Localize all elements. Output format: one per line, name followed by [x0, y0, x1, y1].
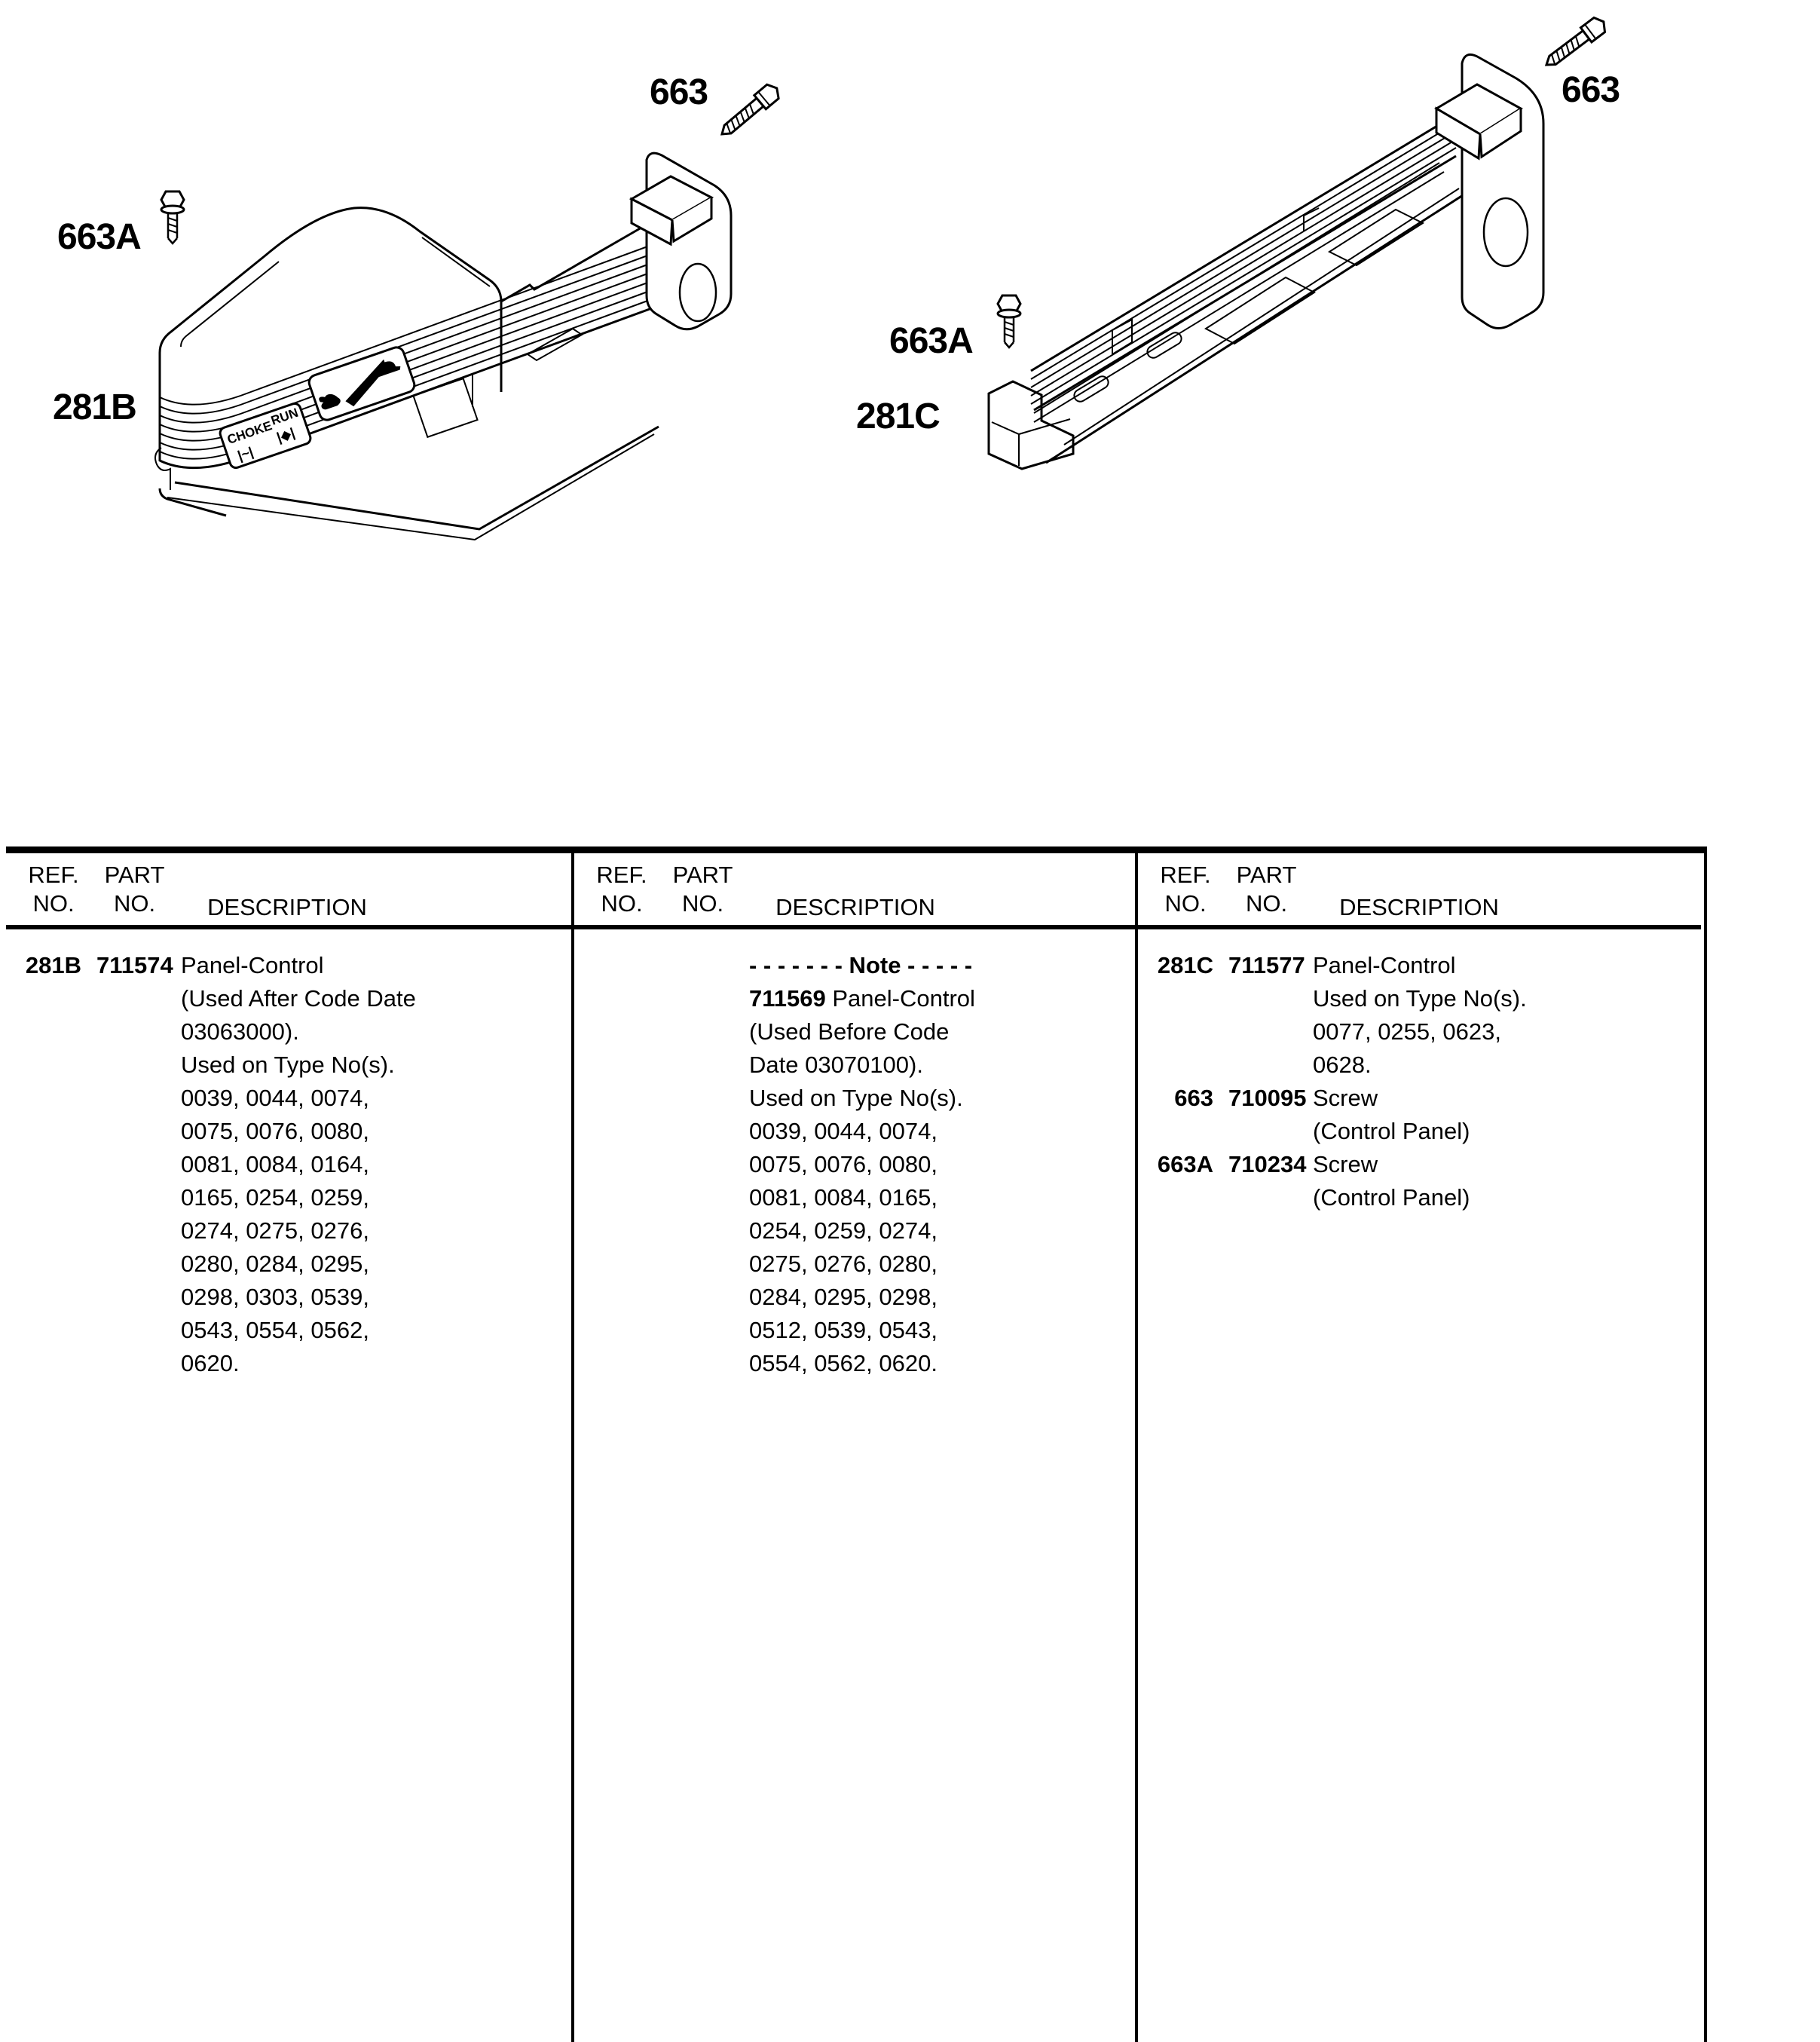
- table-row: [1147, 1148, 1701, 1214]
- table-row: [1147, 1082, 1701, 1148]
- description-line: 03063000).: [181, 1018, 299, 1045]
- note-part-line: 711569 Panel-Control: [749, 985, 975, 1012]
- description-header: DESCRIPTION: [775, 894, 935, 920]
- description-line: 0039, 0044, 0074,: [181, 1085, 369, 1111]
- description-line: (Control Panel): [1313, 1118, 1470, 1144]
- screw-663-icon: [716, 81, 782, 141]
- description-line: 0039, 0044, 0074,: [749, 1118, 938, 1144]
- note-row: [583, 949, 1135, 1380]
- column-header: [6, 853, 571, 929]
- description-line: 0620.: [181, 1350, 240, 1376]
- callout-663-left: 663: [650, 72, 708, 112]
- part-no-header: PART NO.: [1236, 862, 1297, 917]
- description-cell: [1313, 1148, 1470, 1214]
- description-line: 0081, 0084, 0165,: [749, 1184, 938, 1211]
- table-row: [1147, 949, 1701, 1082]
- callout-281B: 281B: [53, 387, 136, 427]
- parts-column-1: [6, 853, 574, 2042]
- description-cell: [749, 949, 975, 1380]
- description-line: (Used Before Code: [749, 1018, 950, 1045]
- part-no-cell: 711577: [1228, 952, 1305, 978]
- description-line: 0280, 0284, 0295,: [181, 1251, 369, 1277]
- description-cell: [181, 949, 416, 1380]
- part-no-header: PART NO.: [672, 862, 733, 917]
- screw-663A-icon: [161, 191, 184, 243]
- description-line: 0275, 0276, 0280,: [749, 1251, 938, 1277]
- description-line: 0077, 0255, 0623,: [1313, 1018, 1501, 1045]
- description-line: (Used After Code Date: [181, 985, 416, 1012]
- description-line: (Control Panel): [1313, 1184, 1470, 1211]
- callout-663A-left: 663A: [57, 217, 141, 257]
- description-line: Used on Type No(s).: [1313, 985, 1527, 1012]
- description-header: DESCRIPTION: [1339, 894, 1499, 920]
- screw-663-icon: [1541, 14, 1609, 72]
- parts-table: [6, 846, 1707, 2042]
- part-no-cell: 710095: [1228, 1085, 1307, 1111]
- description-line: 0554, 0562, 0620.: [749, 1350, 938, 1376]
- ref-no-cell: 663: [1174, 1085, 1213, 1111]
- parts-column-2: [574, 853, 1138, 2042]
- description-line: 0543, 0554, 0562,: [181, 1317, 369, 1343]
- choke-label: CHOKE: [225, 418, 274, 448]
- description-header: DESCRIPTION: [207, 894, 367, 920]
- ref-no-header: REF. NO.: [1160, 862, 1211, 917]
- description-cell: [1313, 1082, 1470, 1148]
- part-no-cell: 710234: [1228, 1151, 1307, 1177]
- description-line: 0284, 0295, 0298,: [749, 1284, 938, 1310]
- ref-no-header: REF. NO.: [28, 862, 79, 917]
- callout-663A-right: 663A: [889, 321, 973, 361]
- description-line: 0075, 0076, 0080,: [749, 1151, 938, 1177]
- ref-no-header: REF. NO.: [596, 862, 647, 917]
- description-line: Date 03070100).: [749, 1052, 923, 1078]
- exploded-parts-diagram: [0, 0, 1820, 829]
- choke-run-plate: [219, 402, 312, 469]
- part-no-cell: 711574: [96, 952, 173, 978]
- description-line: 0254, 0259, 0274,: [749, 1217, 938, 1244]
- description-line: 0165, 0254, 0259,: [181, 1184, 369, 1211]
- description-line: 0274, 0275, 0276,: [181, 1217, 369, 1244]
- description-line: Screw: [1313, 1085, 1378, 1111]
- description-line: Used on Type No(s).: [181, 1052, 395, 1078]
- description-line: Panel-Control: [181, 952, 324, 978]
- screw-663A-icon: [998, 295, 1020, 347]
- part-no-header: PART NO.: [104, 862, 165, 917]
- description-line: 0628.: [1313, 1052, 1372, 1078]
- description-line: 0512, 0539, 0543,: [749, 1317, 938, 1343]
- callout-663-right: 663: [1562, 70, 1620, 110]
- description-line: Screw: [1313, 1151, 1378, 1177]
- speed-plate: [307, 345, 417, 422]
- note-lines: [749, 1015, 975, 1380]
- column-header: [574, 853, 1135, 929]
- ref-no-cell: 281B: [25, 952, 81, 978]
- run-symbol: |◆|: [274, 424, 297, 445]
- parts-column-3: [1138, 853, 1701, 2042]
- note-title: - - - - - - - Note - - - - -: [749, 952, 973, 978]
- description-line: 0298, 0303, 0539,: [181, 1284, 369, 1310]
- description-cell: [1313, 949, 1527, 1082]
- callout-281C: 281C: [856, 396, 940, 436]
- description-line: 0075, 0076, 0080,: [181, 1118, 369, 1144]
- choke-symbol: |~|: [235, 444, 255, 464]
- control-panel-281B-drawing: [155, 81, 782, 540]
- column-header: [1138, 853, 1701, 929]
- run-label: RUN: [269, 405, 301, 428]
- table-row: [15, 949, 571, 1380]
- control-panel-281C-drawing: [989, 14, 1609, 469]
- ref-no-cell: 281C: [1157, 952, 1213, 978]
- description-line: 0081, 0084, 0164,: [181, 1151, 369, 1177]
- description-line: Panel-Control: [1313, 952, 1456, 978]
- ref-no-cell: 663A: [1157, 1151, 1213, 1177]
- description-line: Used on Type No(s).: [749, 1085, 963, 1111]
